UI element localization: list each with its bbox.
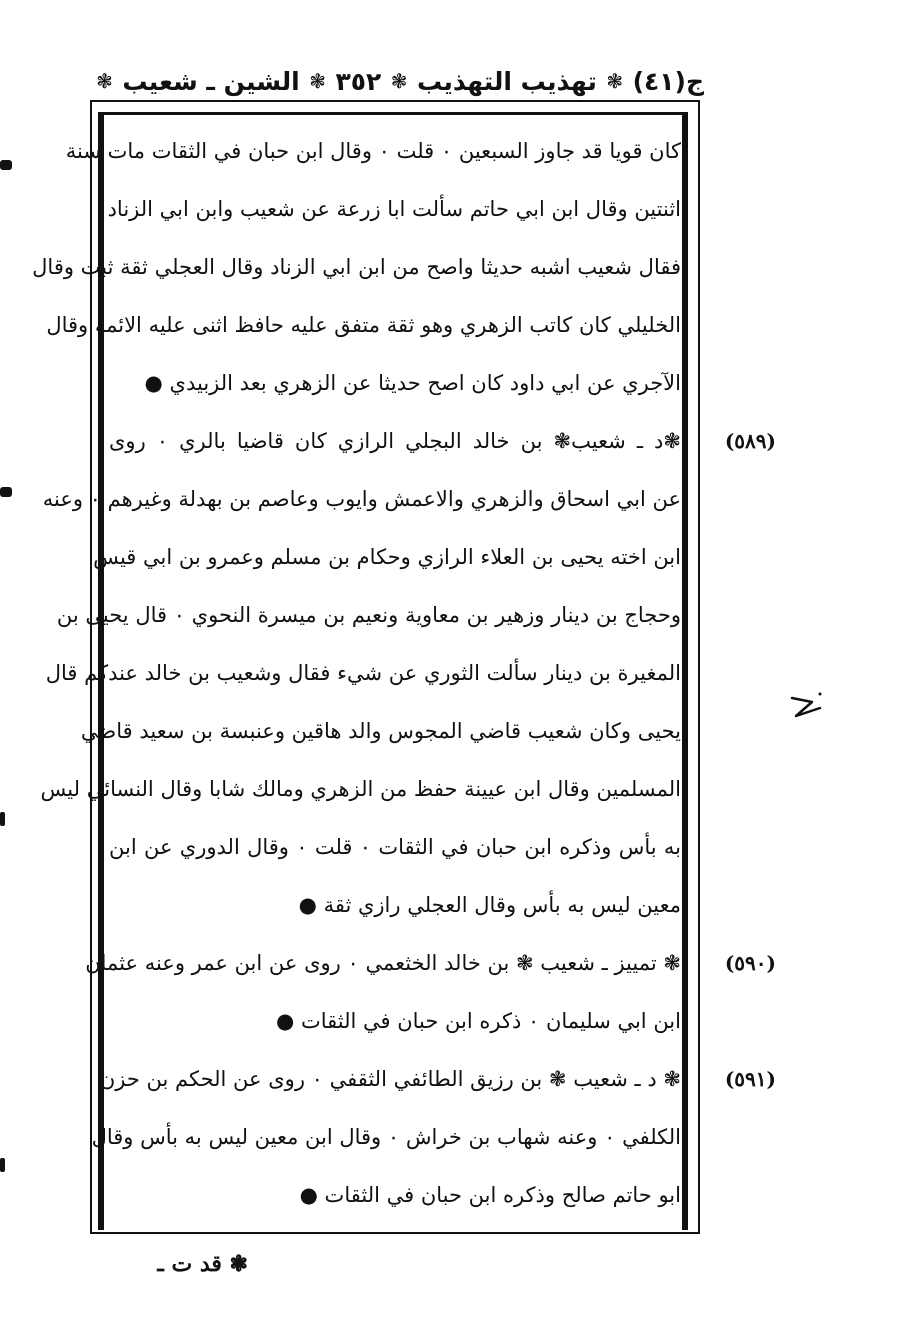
ornament-icon: ❃ — [390, 69, 408, 93]
text-line: فقال شعيب اشبه حديثا واصح من ابن ابي الزناد وقال العجلي ثقة ثبت وقال — [32, 255, 681, 279]
text-line: معين ليس به بأس وقال العجلي رازي ثقة ● — [298, 893, 681, 917]
text-line: عن ابي اسحاق والزهري والاعمش وايوب وعاصم بن بهدلة وغيرهم ۰ وعنه — [42, 487, 681, 511]
scribble-mark — [790, 690, 824, 720]
entry-number: (٥٨٩) — [724, 429, 776, 453]
entry-heading-line: ❃ د ـ شعيب ❃ بن رزيق الطائفي الثقفي ۰ روى عن الحكم بن حزن — [99, 1067, 681, 1091]
entry-number: (٥٩٠) — [724, 951, 776, 975]
footer-catchword: ❃ قد ت ـ — [157, 1251, 248, 1277]
volume-label: ج(٤١) — [632, 66, 704, 96]
section-title: الشين ـ شعيب — [122, 66, 300, 96]
margin-mark — [0, 812, 5, 826]
ornament-icon: ❃ — [96, 69, 113, 93]
ornament-icon: ❃ — [606, 69, 624, 93]
text-line: الآجري عن ابي داود كان اصح حديثا عن الزهري بعد الزبيدي ● — [144, 371, 681, 395]
text-line: المغيرة بن دينار سألت الثوري عن شيء فقال وشعيب بن خالد عندكم قال — [45, 661, 681, 685]
text-line: الخليلي كان كاتب الزهري وهو ثقة متفق عليه حافظ اثنى عليه الائمة وقال — [46, 313, 681, 337]
ornament-icon: ❃ — [309, 69, 326, 93]
text-line: ابن اخته يحيى بن العلاء الرازي وحكام بن مسلم وعمرو بن ابي قيس — [93, 545, 681, 569]
book-title: تهذيب التهذيب — [416, 66, 597, 96]
entry-heading-line: ❃ تمييز ـ شعيب ❃ بن خالد الخثعمي ۰ روى عن ابن عمر وعنه عثمان — [85, 951, 681, 975]
text-line: كان قويا قد جاوز السبعين ۰ قلت ۰ وقال ابن حبان في الثقات مات سنة — [65, 139, 681, 163]
text-line: الكلفي ۰ وعنه شهاب بن خراش ۰ وقال ابن معين ليس به بأس وقال — [91, 1125, 681, 1149]
page-number: ٣٥٢ — [335, 66, 382, 96]
text-line: ابن ابي سليمان ۰ ذكره ابن حبان في الثقات ● — [275, 1009, 681, 1033]
text-line: المسلمين وقال ابن عيينة حفظ من الزهري ومالك شابا وقال النسائي ليس — [40, 777, 681, 801]
page-header — [92, 58, 704, 104]
text-line: اثنتين وقال ابن ابي حاتم سألت ابا زرعة عن شعيب وابن ابي الزناد — [107, 197, 681, 221]
text-line: ابو حاتم صالح وذكره ابن حبان في الثقات ● — [299, 1183, 681, 1207]
margin-mark — [0, 160, 12, 170]
entry-number: (٥٩١) — [724, 1067, 776, 1091]
margin-mark — [0, 487, 12, 497]
entry-heading-line: ❃د ـ شعيب❃ بن خالد البجلي الرازي كان قاضيا بالري ۰ روى — [109, 429, 681, 453]
text-line: يحيى وكان شعيب قاضي المجوس والد هاقين وعنبسة بن سعيد قاضي — [80, 719, 681, 743]
text-line: وحجاج بن دينار وزهير بن معاوية ونعيم بن ميسرة النحوي ۰ قال يحيى بن — [56, 603, 681, 627]
margin-mark — [0, 1158, 5, 1172]
text-line: به بأس وذكره ابن حبان في الثقات ۰ قلت ۰ وقال الدوري عن ابن — [109, 835, 681, 859]
